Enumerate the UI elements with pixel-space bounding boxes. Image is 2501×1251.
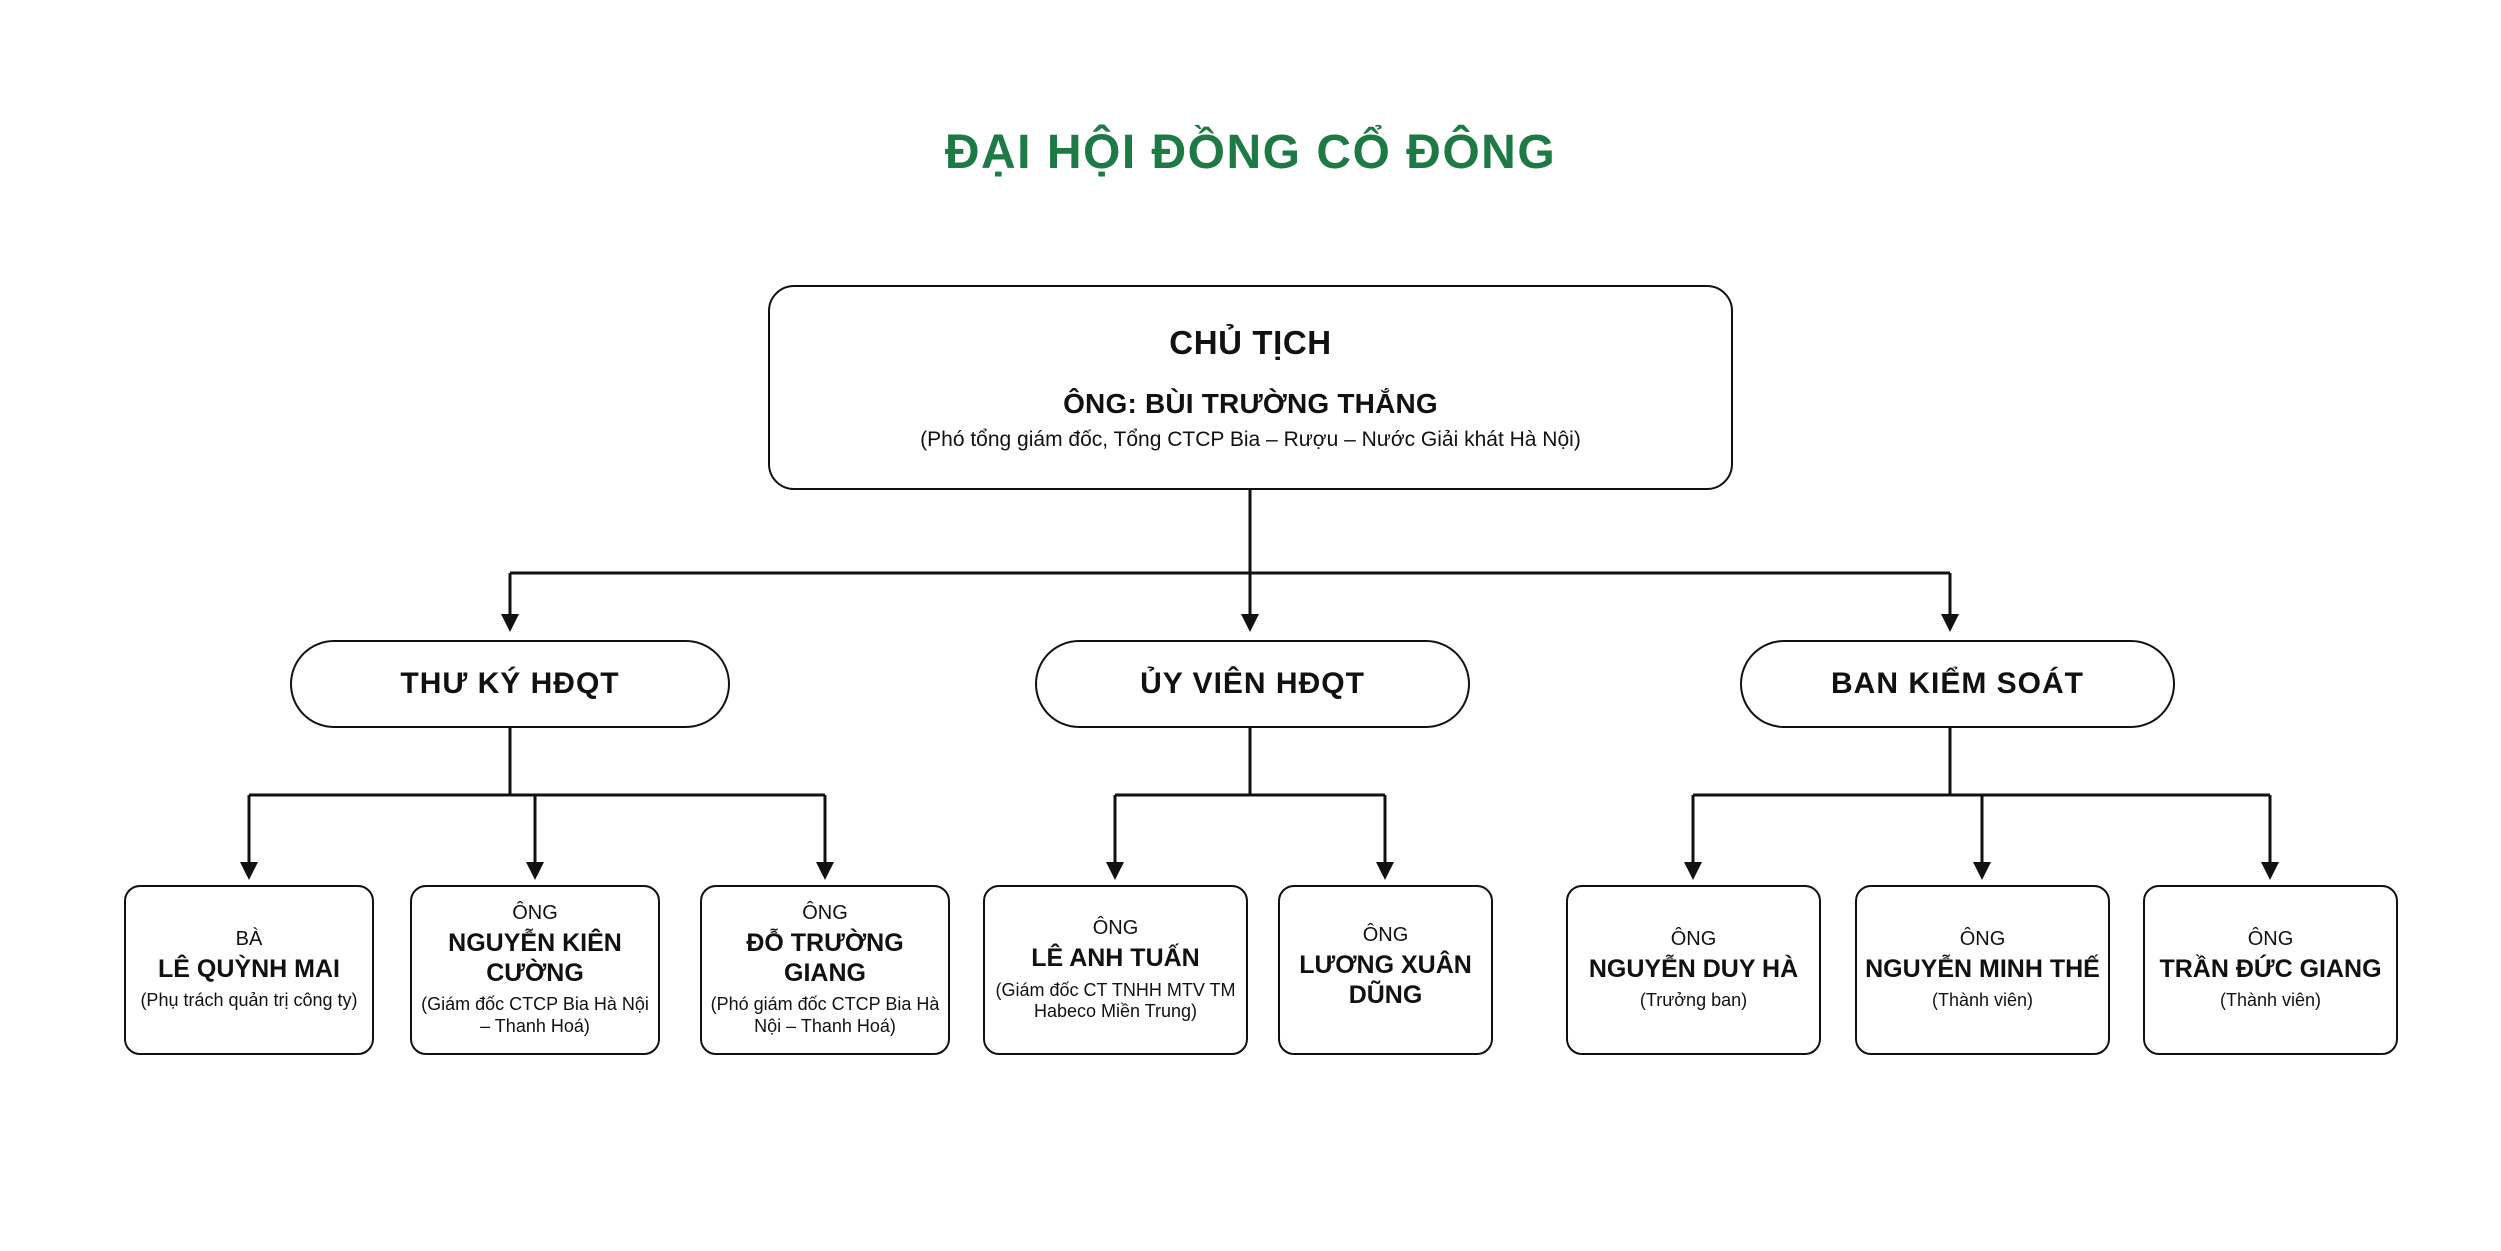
node-prefix: BÀ bbox=[235, 927, 263, 950]
node-supervisory-board[interactable] bbox=[1740, 640, 2175, 728]
node-note: (Thành viên) bbox=[1931, 990, 2034, 1011]
node-person-card[interactable] bbox=[700, 885, 950, 1055]
node-person-card[interactable] bbox=[410, 885, 660, 1055]
node-person: NGUYỄN MINH THẾ bbox=[1865, 954, 2100, 983]
node-prefix: ÔNG bbox=[1670, 927, 1717, 950]
page-title: ĐẠI HỘI ĐỒNG CỔ ĐÔNG bbox=[944, 126, 1557, 179]
node-label: THƯ KÝ HĐQT bbox=[400, 667, 620, 700]
node-note: (Phó giám đốc CTCP Bia Hà Nội – Thanh Hoá) bbox=[710, 994, 940, 1036]
node-person-card[interactable] bbox=[124, 885, 374, 1055]
node-board-member[interactable] bbox=[1035, 640, 1470, 728]
node-person-card[interactable] bbox=[1278, 885, 1493, 1055]
node-label: BAN KIỂM SOÁT bbox=[1831, 667, 2084, 700]
node-note: (Phụ trách quản trị công ty) bbox=[140, 990, 358, 1011]
node-role: CHỦ TỊCH bbox=[1169, 323, 1332, 361]
node-person: ÔNG: BÙI TRƯỜNG THẮNG bbox=[1063, 387, 1438, 419]
node-person: ĐỖ TRƯỜNG GIANG bbox=[746, 929, 904, 987]
node-person-card[interactable] bbox=[983, 885, 1248, 1055]
node-label: ỦY VIÊN HĐQT bbox=[1140, 667, 1365, 700]
node-person: LƯƠNG XUÂN DŨNG bbox=[1299, 951, 1472, 1009]
node-chairman[interactable] bbox=[768, 285, 1733, 490]
node-person-card[interactable] bbox=[1855, 885, 2110, 1055]
node-note: (Thành viên) bbox=[2219, 990, 2322, 1011]
node-prefix: ÔNG bbox=[2247, 927, 2294, 950]
node-person: NGUYỄN KIÊN CƯỜNG bbox=[448, 929, 622, 987]
node-board-secretary[interactable] bbox=[290, 640, 730, 728]
node-prefix: ÔNG bbox=[1092, 917, 1139, 940]
node-person: TRẦN ĐỨC GIANG bbox=[2159, 954, 2382, 983]
node-note: (Trưởng ban) bbox=[1639, 990, 1748, 1011]
node-prefix: ÔNG bbox=[1362, 924, 1409, 946]
node-person-card[interactable] bbox=[2143, 885, 2398, 1055]
node-note: (Giám đốc CTCP Bia Hà Nội – Thanh Hoá) bbox=[421, 994, 649, 1036]
node-note: (Phó tổng giám đốc, Tổng CTCP Bia – Rượu – Nước Giải khát Hà Nội) bbox=[920, 427, 1581, 451]
node-prefix: ÔNG bbox=[1959, 927, 2006, 950]
node-person: LÊ QUỲNH MAI bbox=[158, 954, 340, 983]
node-note: (Giám đốc CT TNHH MTV TM Habeco Miền Trung) bbox=[995, 979, 1236, 1022]
node-prefix: ÔNG bbox=[802, 902, 848, 925]
node-prefix: ÔNG bbox=[512, 902, 558, 925]
node-person: NGUYỄN DUY HÀ bbox=[1588, 954, 1799, 983]
node-person-card[interactable] bbox=[1566, 885, 1821, 1055]
node-person: LÊ ANH TUẤN bbox=[1031, 944, 1200, 973]
